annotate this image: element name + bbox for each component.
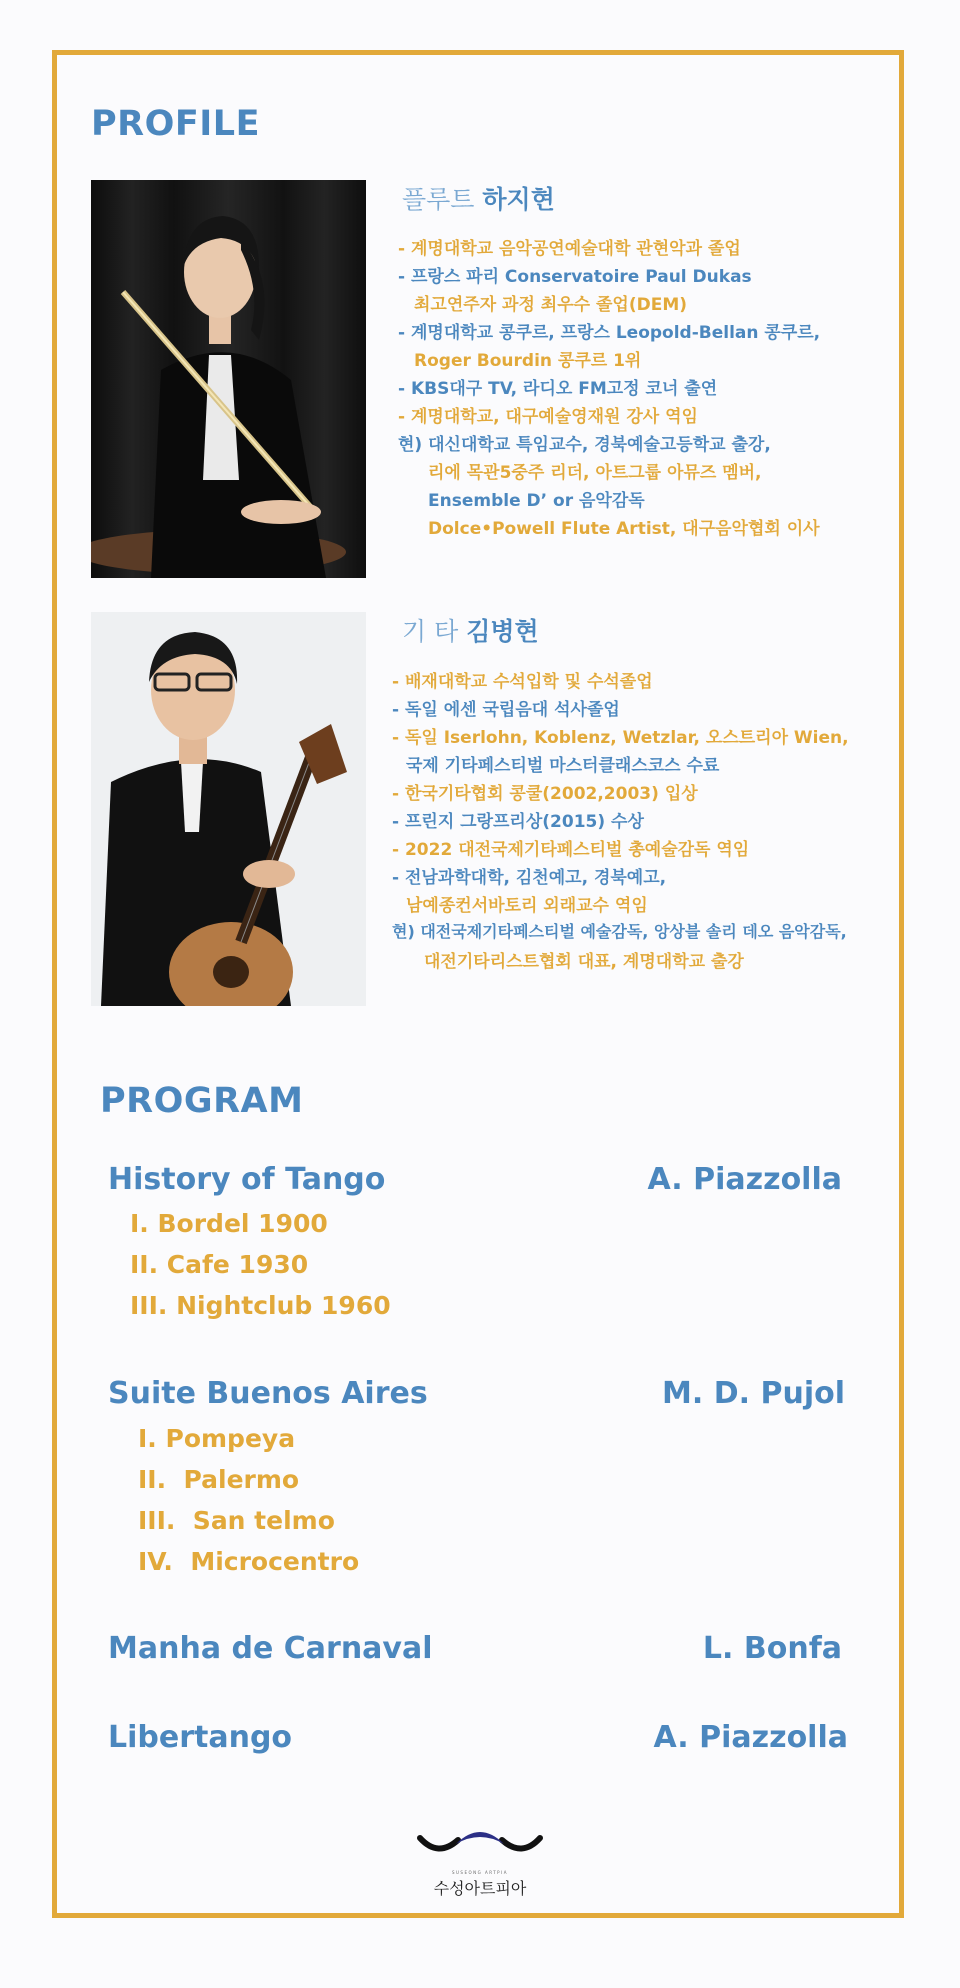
guitarist-photo — [91, 612, 366, 1006]
flutist-career — [398, 234, 878, 554]
flutist-career-line: - 프랑스 파리 Conservatoire Paul Dukas — [398, 267, 752, 287]
guitarist-career-line: - 배재대학교 수석입학 및 수석졸업 — [392, 672, 653, 692]
guitarist-career-line: 국제 기타페스티벌 마스터클래스코스 수료 — [406, 756, 720, 776]
guitarist-career-line: - 독일 Iserlohn, Koblenz, Wetzlar, 오스트리아 Wien, — [392, 728, 849, 748]
flutist-career-line: 리에 목관5중주 리더, 아트그룹 아뮤즈 멤버, — [428, 463, 762, 483]
guitarist-name: 김병현 — [466, 617, 539, 646]
flutist-name-line — [402, 180, 555, 216]
guitarist-career-line: - 한국기타협회 콩쿨(2002,2003) 입상 — [392, 784, 698, 804]
flutist-role: 플루트 — [402, 185, 475, 214]
guitarist-career-line: 남예종컨서바토리 외래교수 역임 — [406, 896, 648, 916]
piece-movement: III. Nightclub 1960 — [130, 1291, 391, 1320]
flutist-name: 하지현 — [482, 185, 555, 214]
piece-title: Manha de Carnaval — [108, 1631, 433, 1666]
piece-title: Suite Buenos Aires — [108, 1376, 428, 1411]
flutist-career-line: Roger Bourdin 콩쿠르 1위 — [414, 351, 642, 371]
flutist-career-line: 현) 대신대학교 특임교수, 경북예술고등학교 출강, — [398, 435, 771, 455]
logo-mark-icon — [416, 1824, 544, 1868]
flutist-career-line: - KBS대구 TV, 라디오 FM고정 코너 출연 — [398, 379, 718, 399]
program-heading: PROGRAM — [100, 1081, 304, 1121]
piece-movement: II. Cafe 1930 — [130, 1250, 309, 1279]
flutist-photo — [91, 180, 366, 578]
piece-movement: IV. Microcentro — [138, 1547, 360, 1576]
flutist-career-line: - 계명대학교 음악공연예술대학 관현악과 졸업 — [398, 239, 741, 259]
logo-name: 수성아트피아 — [433, 1879, 527, 1898]
piece-composer: A. Piazzolla — [647, 1162, 842, 1197]
suseong-artpia-logo — [416, 1824, 544, 1896]
guitarist-career-line: 대전기타리스트협회 대표, 계명대학교 출강 — [424, 952, 744, 972]
guitarist-career-line: - 전남과학대학, 김천예고, 경북예고, — [392, 868, 667, 888]
piece-title: History of Tango — [108, 1162, 386, 1197]
guitarist-career-line: - 프린지 그랑프리상(2015) 수상 — [392, 812, 644, 832]
flutist-career-line: 최고연주자 과정 최우수 졸업(DEM) — [414, 295, 687, 315]
piece-composer: M. D. Pujol — [662, 1376, 845, 1411]
flutist-career-line: Ensemble D’ or 음악감독 — [428, 491, 645, 511]
guitarist-career-line: - 2022 대전국제기타페스티벌 총예술감독 역임 — [392, 840, 750, 860]
piece-movement: II. Palermo — [138, 1465, 300, 1494]
piece-movement: I. Bordel 1900 — [130, 1209, 328, 1238]
flutist-career-line: Dolce•Powell Flute Artist, 대구음악협회 이사 — [428, 519, 820, 539]
flutist-career-line: - 계명대학교, 대구예술영재원 강사 역임 — [398, 407, 698, 427]
flutist-career-line: - 계명대학교 콩쿠르, 프랑스 Leopold-Bellan 콩쿠르, — [398, 323, 821, 343]
profile-heading: PROFILE — [91, 104, 260, 144]
piece-title: Libertango — [108, 1720, 293, 1755]
guitarist-career-line: - 독일 에센 국립음대 석사졸업 — [392, 700, 620, 720]
guitarist-role: 기 타 — [402, 617, 459, 646]
logo-subtitle: SUSEONG ARTPIA — [451, 1870, 509, 1875]
guitarist-name-line — [402, 612, 539, 648]
guitarist-career — [392, 667, 892, 987]
piece-composer: A. Piazzolla — [653, 1720, 848, 1755]
piece-movement: I. Pompeya — [138, 1424, 296, 1453]
piece-composer: L. Bonfa — [702, 1631, 842, 1666]
guitarist-career-line: 현) 대전국제기타페스티벌 예술감독, 앙상블 솔리 데오 음악감독, — [392, 922, 847, 941]
piece-movement: III. San telmo — [138, 1506, 335, 1535]
